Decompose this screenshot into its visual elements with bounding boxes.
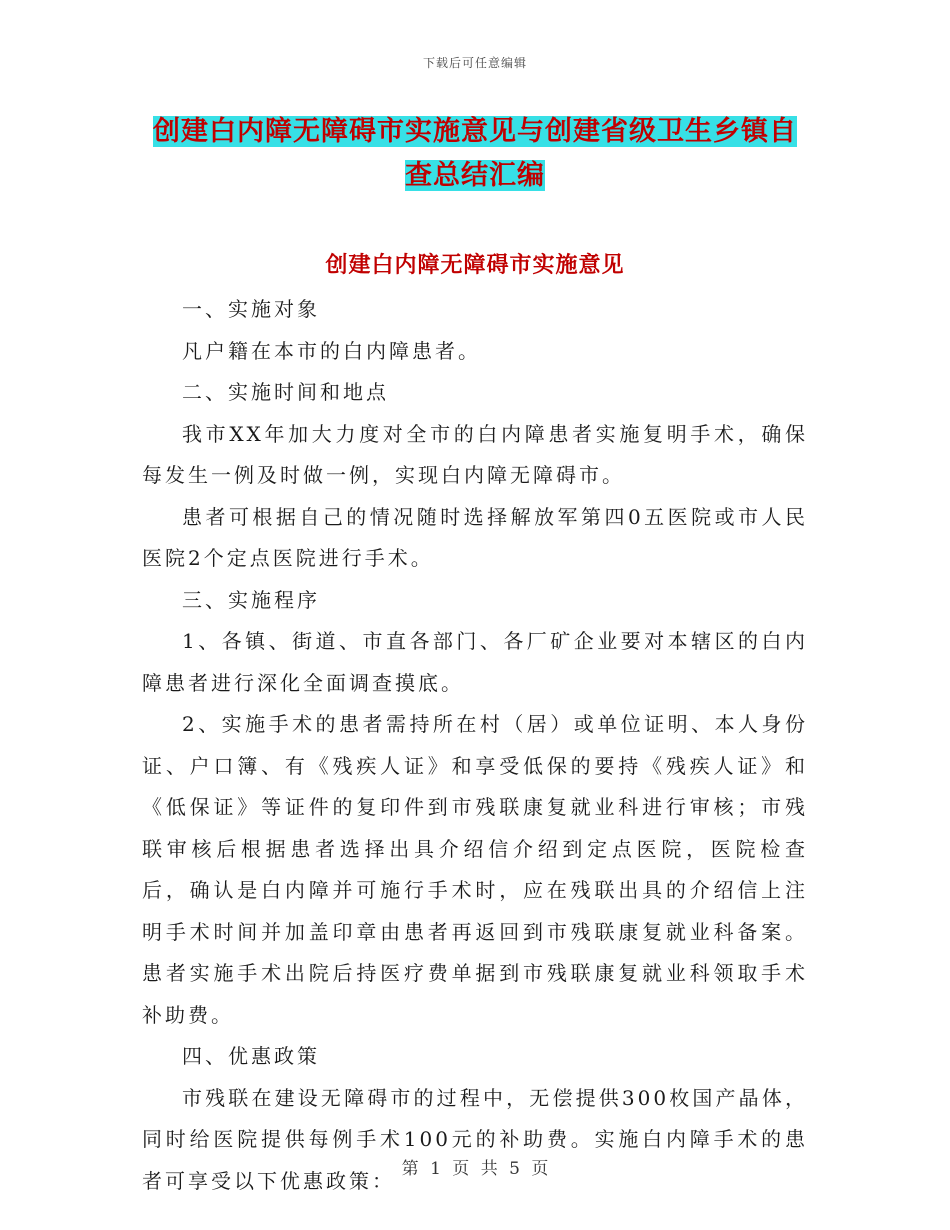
paragraph: 患者可根据自己的情况随时选择解放军第四0五医院或市人民医院2个定点医院进行手术。 xyxy=(142,504,808,570)
paragraph-heading-3: 三、实施程序 xyxy=(182,587,320,612)
main-title-text: 创建白内障无障碍市实施意见与创建省级卫生乡镇自查总结汇编 xyxy=(153,116,797,191)
paragraph-heading-2: 二、实施时间和地点 xyxy=(182,380,389,404)
paragraph: 市残联在建设无障碍市的过程中，无偿提供300枚国产晶体，同时给医院提供每例手术100元的补助费。实施白内障手术的患者可享受以下优惠政策： xyxy=(142,1085,808,1193)
document-main-title xyxy=(142,110,808,198)
paragraph: 2、实施手术的患者需持所在村（居）或单位证明、本人身份证、户口簿、有《残疾人证》和享受低保的要持《残疾人证》和《低保证》等证件的复印件到市残联康复就业科进行审核；市残联审核后根据患者选择出具介绍信介绍到定点医院，医院检查后，确认是白内障并可施行手术时，应在残联出具的介绍信上注明手术时间并加盖印章由患者再返回到市残联康复就业科备案。患者实施手术出院后持医疗费单据到市残联康复就业科领取手术补助费。 xyxy=(142,712,808,1027)
paragraph: 凡户籍在本市的白内障患者。 xyxy=(182,338,481,363)
paragraph: 我市XX年加大力度对全市的白内障患者实施复明手术，确保每发生一例及时做一例，实现白内障无障碍市。 xyxy=(142,421,808,487)
paragraph-heading-1: 一、实施对象 xyxy=(182,297,320,321)
document-body xyxy=(142,289,808,1202)
paragraph: 1、各镇、街道、市直各部门、各厂矿企业要对本辖区的白内障患者进行深化全面调查摸底。 xyxy=(142,629,808,695)
paragraph-heading-4: 四、优惠政策 xyxy=(182,1044,320,1068)
section-title: 创建白内障无障碍市实施意见 xyxy=(325,252,625,278)
header-note: 下载后可任意编辑 xyxy=(422,56,527,70)
page-number-footer: 第 1 页 共 5 页 xyxy=(401,1159,549,1179)
